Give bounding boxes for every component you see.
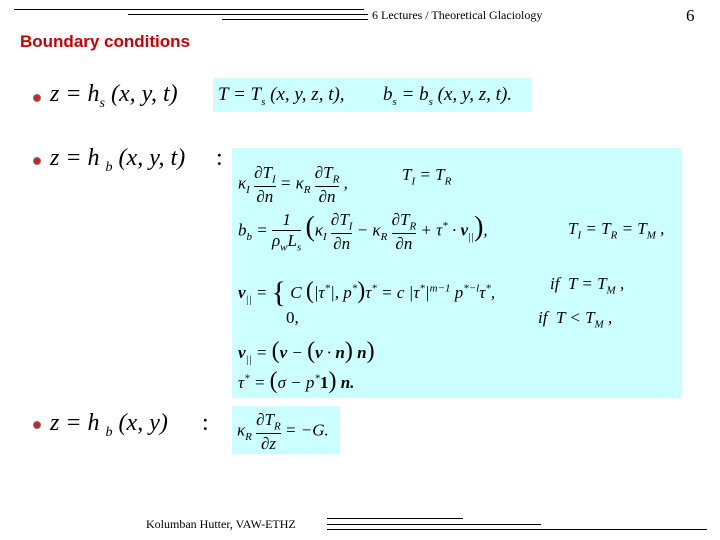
header-rule <box>128 14 368 15</box>
formula-temperature-continuity: $T_I = T_R$ <box>402 165 452 188</box>
formula-geothermal-flux: $\kappa_R$ $\frac{\partial T_R}{\partial z}$ = −G. <box>237 410 329 454</box>
formula-melting-temperature: $T_I = T_R = T_M$ , <box>568 219 665 242</box>
formula-tangential-velocity: $v_{||} = (v - (v \cdot n)$ n) <box>238 338 375 366</box>
page-number: 6 <box>686 6 695 25</box>
surface-equation-2: z = h $_b$ (x, y, t) <box>50 145 186 175</box>
formula-surface-temperature: $T = T_s$ (x, y, z, t), <box>218 84 345 108</box>
header-rule <box>222 19 368 20</box>
formula-basal-stress: τ* = (σ − p*1) n. <box>238 368 355 394</box>
footer-author: Kolumban Hutter, VAW-ETHZ <box>146 517 296 531</box>
formula-condition-cold: if $T < T_M$ , <box>538 308 613 331</box>
colon: : <box>202 410 209 436</box>
formula-sliding-law: $v_{||}$ = { C (|τ*|, p*)τ* = c $|\tau^*|^{m-1}$ $p^{*-l}\tau^*$, <box>238 276 496 309</box>
footer-rule <box>327 524 541 525</box>
surface-equation-1: $z = h_s$ (x, y, t) <box>50 81 178 111</box>
footer-rule <box>327 529 707 530</box>
footer-rule <box>327 518 463 519</box>
header-rule <box>14 9 364 10</box>
surface-equation-3: z = h $_b$ (x, y) <box>50 410 168 440</box>
header-title: 6 Lectures / Theoretical Glaciology <box>372 8 543 22</box>
bullet-dot <box>33 157 41 165</box>
formula-zero-sliding: 0, <box>286 308 299 327</box>
formula-heat-flux-continuity: $\kappa_I$ $\frac{\partial T_I}{\partial n}$ = $\kappa_R$ $\frac{\partial T_R}{\partial n}$ , <box>238 163 348 207</box>
colon: : <box>216 145 223 171</box>
formula-surface-accumulation: $b_s = b_s$ (x, y, z, t). <box>383 84 513 108</box>
slide-title: Boundary conditions <box>20 32 190 51</box>
bullet-dot <box>33 94 41 102</box>
formula-basal-melt: $b_b$ = 1 $\rho_wL_s$ ($\kappa_I$ $\frac{\partial T_I}{\partial n}$ − $\kappa_R$ $\frac{\partial T_R}{\partial n}$ + $\tau^* \cdot v_{||}$), <box>238 210 488 254</box>
bullet-dot <box>33 421 41 429</box>
formula-condition-temperate: if $T = T_M$ , <box>550 274 625 297</box>
